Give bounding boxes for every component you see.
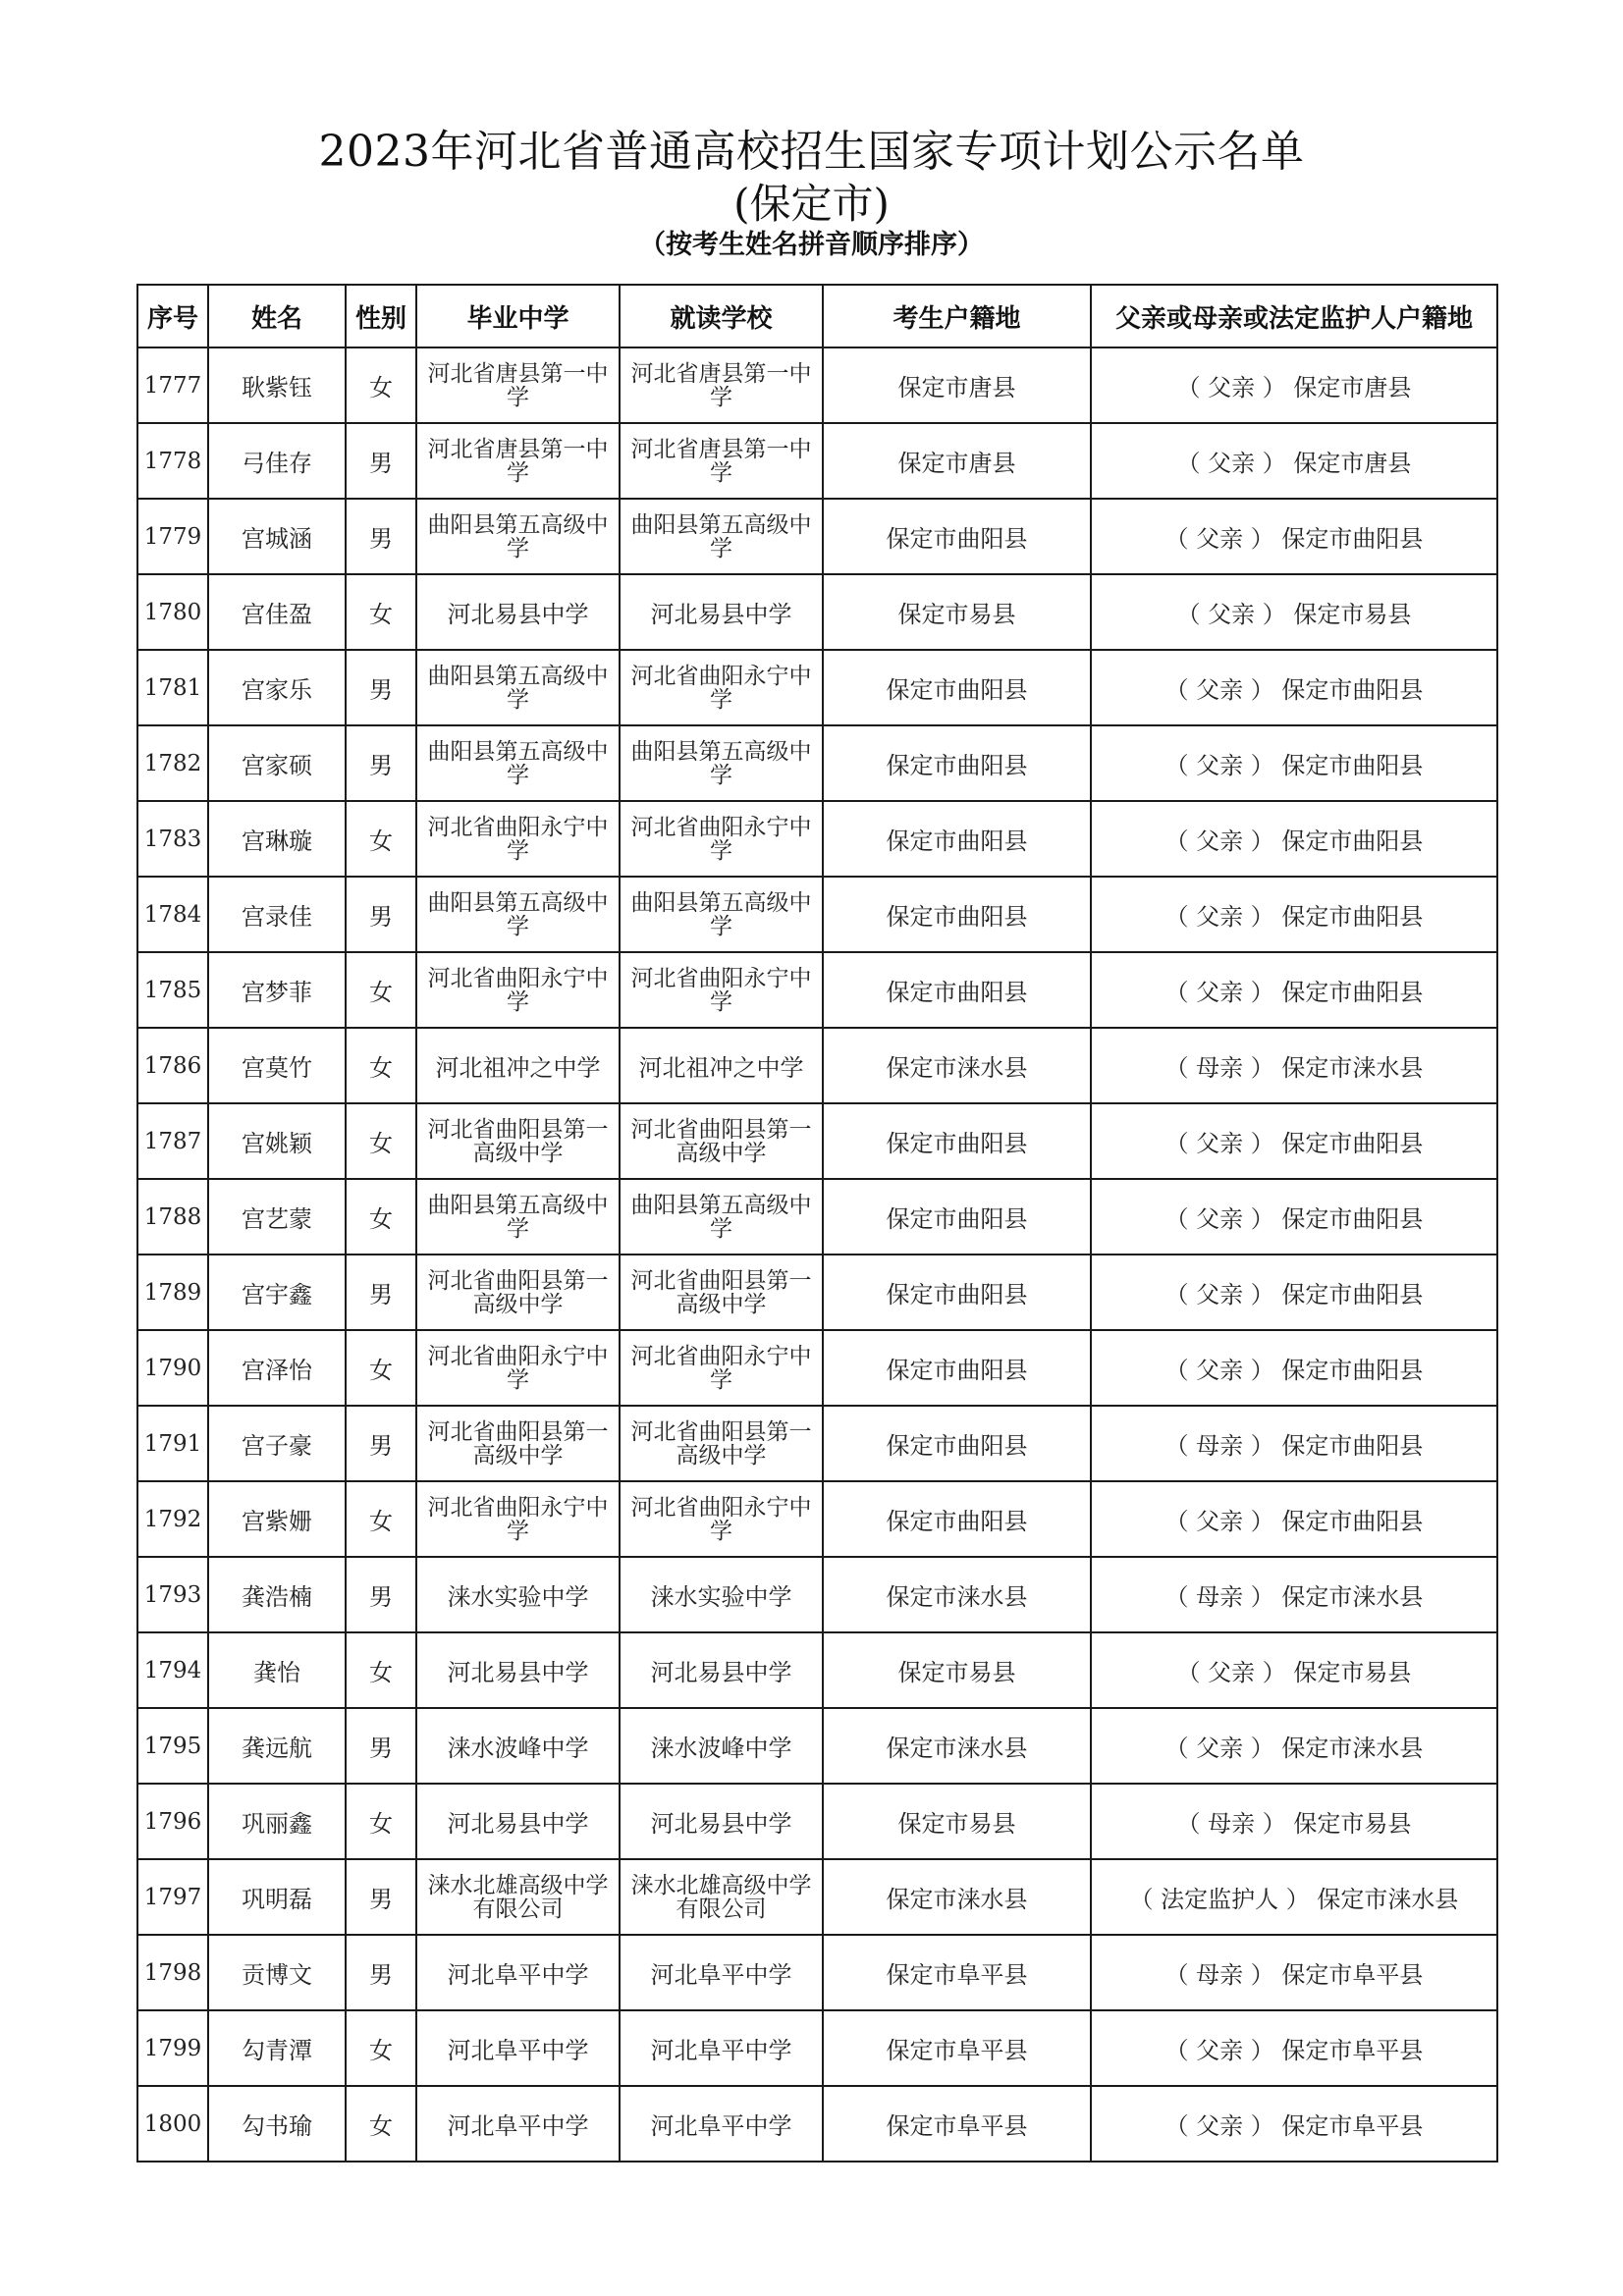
cell-hukou: 保定市曲阳县 [823, 1255, 1091, 1330]
table-header-row [137, 285, 1497, 347]
table-row [137, 1859, 1497, 1935]
cell-hukou: 保定市曲阳县 [823, 801, 1091, 877]
cell-current-school: 河北阜平中学 [620, 2086, 823, 2162]
cell-grad-school: 河北阜平中学 [416, 2010, 620, 2086]
cell-seq: 1798 [137, 1935, 208, 2010]
cell-seq: 1792 [137, 1481, 208, 1557]
cell-hukou: 保定市涞水县 [823, 1859, 1091, 1935]
table-row [137, 499, 1497, 574]
cell-hukou: 保定市曲阳县 [823, 1103, 1091, 1179]
cell-grad-school: 曲阳县第五高级中学 [416, 877, 620, 952]
header-gender: 性别 [346, 285, 416, 347]
cell-hukou: 保定市阜平县 [823, 2010, 1091, 2086]
document-title: 2023年河北省普通高校招生国家专项计划公示名单 [318, 127, 1305, 177]
cell-hukou: 保定市曲阳县 [823, 877, 1091, 952]
cell-name: 勾书瑜 [208, 2086, 346, 2162]
cell-guardian: （ 父亲 ） 保定市曲阳县 [1091, 725, 1497, 801]
cell-current-school: 河北省曲阳永宁中学 [620, 650, 823, 725]
table-row [137, 1179, 1497, 1255]
cell-seq: 1784 [137, 877, 208, 952]
cell-grad-school: 曲阳县第五高级中学 [416, 499, 620, 574]
city-subtitle: (保定市) [733, 180, 890, 228]
cell-guardian: （ 父亲 ） 保定市曲阳县 [1091, 801, 1497, 877]
cell-current-school: 河北省曲阳县第一高级中学 [620, 1103, 823, 1179]
table-row [137, 1784, 1497, 1859]
cell-name: 弓佳存 [208, 423, 346, 499]
cell-name: 龚怡 [208, 1632, 346, 1708]
cell-seq: 1788 [137, 1179, 208, 1255]
cell-guardian: （ 父亲 ） 保定市曲阳县 [1091, 952, 1497, 1028]
cell-gender: 女 [346, 347, 416, 423]
cell-current-school: 涞水实验中学 [620, 1557, 823, 1632]
cell-gender: 女 [346, 574, 416, 650]
cell-hukou: 保定市涞水县 [823, 1557, 1091, 1632]
cell-grad-school: 河北省唐县第一中学 [416, 423, 620, 499]
cell-guardian: （ 父亲 ） 保定市阜平县 [1091, 2086, 1497, 2162]
cell-guardian: （ 父亲 ） 保定市曲阳县 [1091, 1481, 1497, 1557]
cell-grad-school: 河北省曲阳永宁中学 [416, 952, 620, 1028]
cell-current-school: 河北易县中学 [620, 1784, 823, 1859]
cell-current-school: 曲阳县第五高级中学 [620, 1179, 823, 1255]
cell-seq: 1783 [137, 801, 208, 877]
cell-guardian: （ 父亲 ） 保定市易县 [1091, 1632, 1497, 1708]
cell-name: 龚浩楠 [208, 1557, 346, 1632]
cell-grad-school: 涞水波峰中学 [416, 1708, 620, 1784]
table-row [137, 1406, 1497, 1481]
header-seq: 序号 [137, 285, 208, 347]
cell-name: 宫家乐 [208, 650, 346, 725]
cell-gender: 男 [346, 1255, 416, 1330]
cell-seq: 1796 [137, 1784, 208, 1859]
table-row [137, 1481, 1497, 1557]
cell-gender: 女 [346, 1330, 416, 1406]
cell-grad-school: 涞水北雄高级中学有限公司 [416, 1859, 620, 1935]
cell-name: 宫艺蒙 [208, 1179, 346, 1255]
cell-name: 宫泽怡 [208, 1330, 346, 1406]
cell-gender: 男 [346, 1708, 416, 1784]
cell-name: 贡博文 [208, 1935, 346, 2010]
cell-current-school: 曲阳县第五高级中学 [620, 725, 823, 801]
cell-grad-school: 曲阳县第五高级中学 [416, 725, 620, 801]
cell-seq: 1790 [137, 1330, 208, 1406]
cell-grad-school: 河北易县中学 [416, 574, 620, 650]
cell-gender: 男 [346, 1557, 416, 1632]
table-row [137, 574, 1497, 650]
cell-gender: 男 [346, 650, 416, 725]
header-hukou: 考生户籍地 [823, 285, 1091, 347]
table-row [137, 725, 1497, 801]
cell-name: 宫琳璇 [208, 801, 346, 877]
cell-guardian: （ 父亲 ） 保定市阜平县 [1091, 2010, 1497, 2086]
header-grad-school: 毕业中学 [416, 285, 620, 347]
cell-hukou: 保定市曲阳县 [823, 725, 1091, 801]
cell-gender: 女 [346, 1632, 416, 1708]
cell-current-school: 河北省曲阳县第一高级中学 [620, 1255, 823, 1330]
cell-current-school: 涞水波峰中学 [620, 1708, 823, 1784]
cell-gender: 女 [346, 801, 416, 877]
sort-note: （按考生姓名拼音顺序排序） [639, 230, 984, 260]
table-row [137, 1255, 1497, 1330]
cell-hukou: 保定市曲阳县 [823, 1179, 1091, 1255]
cell-current-school: 河北阜平中学 [620, 1935, 823, 2010]
cell-hukou: 保定市曲阳县 [823, 650, 1091, 725]
cell-guardian: （ 父亲 ） 保定市曲阳县 [1091, 1330, 1497, 1406]
cell-guardian: （ 法定监护人 ） 保定市涞水县 [1091, 1859, 1497, 1935]
cell-current-school: 河北易县中学 [620, 1632, 823, 1708]
cell-gender: 男 [346, 877, 416, 952]
cell-seq: 1781 [137, 650, 208, 725]
cell-seq: 1779 [137, 499, 208, 574]
cell-name: 宫宇鑫 [208, 1255, 346, 1330]
table-row [137, 877, 1497, 952]
cell-seq: 1782 [137, 725, 208, 801]
cell-guardian: （ 父亲 ） 保定市唐县 [1091, 423, 1497, 499]
cell-seq: 1797 [137, 1859, 208, 1935]
header-guardian: 父亲或母亲或法定监护人户籍地 [1091, 285, 1497, 347]
cell-guardian: （ 父亲 ） 保定市曲阳县 [1091, 650, 1497, 725]
cell-current-school: 河北省唐县第一中学 [620, 347, 823, 423]
cell-hukou: 保定市阜平县 [823, 2086, 1091, 2162]
cell-gender: 男 [346, 1935, 416, 2010]
cell-current-school: 河北省曲阳永宁中学 [620, 801, 823, 877]
cell-seq: 1785 [137, 952, 208, 1028]
table-row [137, 1632, 1497, 1708]
table-row [137, 1557, 1497, 1632]
cell-guardian: （ 母亲 ） 保定市易县 [1091, 1784, 1497, 1859]
cell-grad-school: 曲阳县第五高级中学 [416, 650, 620, 725]
cell-name: 宫紫姗 [208, 1481, 346, 1557]
cell-guardian: （ 父亲 ） 保定市涞水县 [1091, 1708, 1497, 1784]
cell-hukou: 保定市易县 [823, 1784, 1091, 1859]
cell-seq: 1777 [137, 347, 208, 423]
cell-gender: 女 [346, 1179, 416, 1255]
cell-current-school: 河北阜平中学 [620, 2010, 823, 2086]
cell-gender: 女 [346, 1103, 416, 1179]
cell-grad-school: 河北省曲阳永宁中学 [416, 801, 620, 877]
table-row [137, 423, 1497, 499]
table-row [137, 1708, 1497, 1784]
cell-name: 宫莫竹 [208, 1028, 346, 1103]
table-row [137, 1028, 1497, 1103]
cell-grad-school: 河北祖冲之中学 [416, 1028, 620, 1103]
cell-grad-school: 河北省曲阳县第一高级中学 [416, 1103, 620, 1179]
cell-grad-school: 河北阜平中学 [416, 1935, 620, 2010]
cell-name: 宫梦菲 [208, 952, 346, 1028]
cell-gender: 女 [346, 2010, 416, 2086]
cell-guardian: （ 母亲 ） 保定市涞水县 [1091, 1028, 1497, 1103]
cell-name: 耿紫钰 [208, 347, 346, 423]
cell-name: 勾青潭 [208, 2010, 346, 2086]
table-row [137, 1330, 1497, 1406]
table-row [137, 650, 1497, 725]
cell-hukou: 保定市唐县 [823, 423, 1091, 499]
cell-grad-school: 河北省曲阳永宁中学 [416, 1330, 620, 1406]
cell-hukou: 保定市易县 [823, 574, 1091, 650]
cell-grad-school: 河北省唐县第一中学 [416, 347, 620, 423]
header-current-school: 就读学校 [620, 285, 823, 347]
cell-seq: 1800 [137, 2086, 208, 2162]
cell-current-school: 河北省曲阳永宁中学 [620, 1481, 823, 1557]
cell-gender: 女 [346, 2086, 416, 2162]
cell-grad-school: 河北易县中学 [416, 1784, 620, 1859]
cell-name: 宫录佳 [208, 877, 346, 952]
cell-seq: 1794 [137, 1632, 208, 1708]
cell-guardian: （ 母亲 ） 保定市涞水县 [1091, 1557, 1497, 1632]
cell-guardian: （ 母亲 ） 保定市阜平县 [1091, 1935, 1497, 2010]
cell-name: 宫姚颖 [208, 1103, 346, 1179]
cell-hukou: 保定市曲阳县 [823, 1330, 1091, 1406]
cell-guardian: （ 父亲 ） 保定市曲阳县 [1091, 1103, 1497, 1179]
cell-current-school: 河北祖冲之中学 [620, 1028, 823, 1103]
cell-current-school: 曲阳县第五高级中学 [620, 499, 823, 574]
cell-gender: 男 [346, 499, 416, 574]
cell-gender: 女 [346, 1028, 416, 1103]
cell-hukou: 保定市曲阳县 [823, 499, 1091, 574]
cell-guardian: （ 父亲 ） 保定市曲阳县 [1091, 499, 1497, 574]
cell-seq: 1799 [137, 2010, 208, 2086]
cell-hukou: 保定市易县 [823, 1632, 1091, 1708]
cell-seq: 1778 [137, 423, 208, 499]
cell-hukou: 保定市阜平县 [823, 1935, 1091, 2010]
table-row [137, 347, 1497, 423]
cell-seq: 1787 [137, 1103, 208, 1179]
cell-current-school: 曲阳县第五高级中学 [620, 877, 823, 952]
table-row [137, 952, 1497, 1028]
cell-hukou: 保定市曲阳县 [823, 1481, 1091, 1557]
cell-grad-school: 河北省曲阳永宁中学 [416, 1481, 620, 1557]
cell-hukou: 保定市曲阳县 [823, 952, 1091, 1028]
cell-hukou: 保定市涞水县 [823, 1028, 1091, 1103]
cell-grad-school: 河北省曲阳县第一高级中学 [416, 1255, 620, 1330]
cell-current-school: 河北省唐县第一中学 [620, 423, 823, 499]
cell-current-school: 河北省曲阳永宁中学 [620, 1330, 823, 1406]
cell-seq: 1780 [137, 574, 208, 650]
cell-guardian: （ 父亲 ） 保定市唐县 [1091, 347, 1497, 423]
cell-current-school: 河北易县中学 [620, 574, 823, 650]
table-row [137, 2010, 1497, 2086]
cell-hukou: 保定市曲阳县 [823, 1406, 1091, 1481]
cell-current-school: 河北省曲阳永宁中学 [620, 952, 823, 1028]
cell-gender: 男 [346, 423, 416, 499]
cell-name: 宫子豪 [208, 1406, 346, 1481]
cell-current-school: 涞水北雄高级中学有限公司 [620, 1859, 823, 1935]
cell-gender: 女 [346, 952, 416, 1028]
cell-name: 巩丽鑫 [208, 1784, 346, 1859]
cell-guardian: （ 母亲 ） 保定市曲阳县 [1091, 1406, 1497, 1481]
cell-hukou: 保定市唐县 [823, 347, 1091, 423]
cell-gender: 女 [346, 1481, 416, 1557]
table-row [137, 1935, 1497, 2010]
cell-gender: 男 [346, 1859, 416, 1935]
table-row [137, 801, 1497, 877]
cell-seq: 1786 [137, 1028, 208, 1103]
table-row [137, 2086, 1497, 2162]
cell-grad-school: 河北阜平中学 [416, 2086, 620, 2162]
cell-name: 宫家硕 [208, 725, 346, 801]
cell-gender: 男 [346, 725, 416, 801]
cell-guardian: （ 父亲 ） 保定市易县 [1091, 574, 1497, 650]
cell-guardian: （ 父亲 ） 保定市曲阳县 [1091, 1179, 1497, 1255]
cell-guardian: （ 父亲 ） 保定市曲阳县 [1091, 1255, 1497, 1330]
header-name: 姓名 [208, 285, 346, 347]
cell-seq: 1789 [137, 1255, 208, 1330]
cell-seq: 1793 [137, 1557, 208, 1632]
cell-name: 宫佳盈 [208, 574, 346, 650]
cell-seq: 1795 [137, 1708, 208, 1784]
cell-grad-school: 河北省曲阳县第一高级中学 [416, 1406, 620, 1481]
cell-name: 龚远航 [208, 1708, 346, 1784]
cell-current-school: 河北省曲阳县第一高级中学 [620, 1406, 823, 1481]
cell-gender: 男 [346, 1406, 416, 1481]
cell-guardian: （ 父亲 ） 保定市曲阳县 [1091, 877, 1497, 952]
cell-grad-school: 河北易县中学 [416, 1632, 620, 1708]
table-row [137, 1103, 1497, 1179]
cell-grad-school: 涞水实验中学 [416, 1557, 620, 1632]
cell-name: 巩明磊 [208, 1859, 346, 1935]
cell-seq: 1791 [137, 1406, 208, 1481]
table-body [137, 347, 1497, 2162]
cell-grad-school: 曲阳县第五高级中学 [416, 1179, 620, 1255]
cell-hukou: 保定市涞水县 [823, 1708, 1091, 1784]
cell-name: 宫城涵 [208, 499, 346, 574]
admission-roster-table [136, 284, 1498, 2163]
cell-gender: 女 [346, 1784, 416, 1859]
